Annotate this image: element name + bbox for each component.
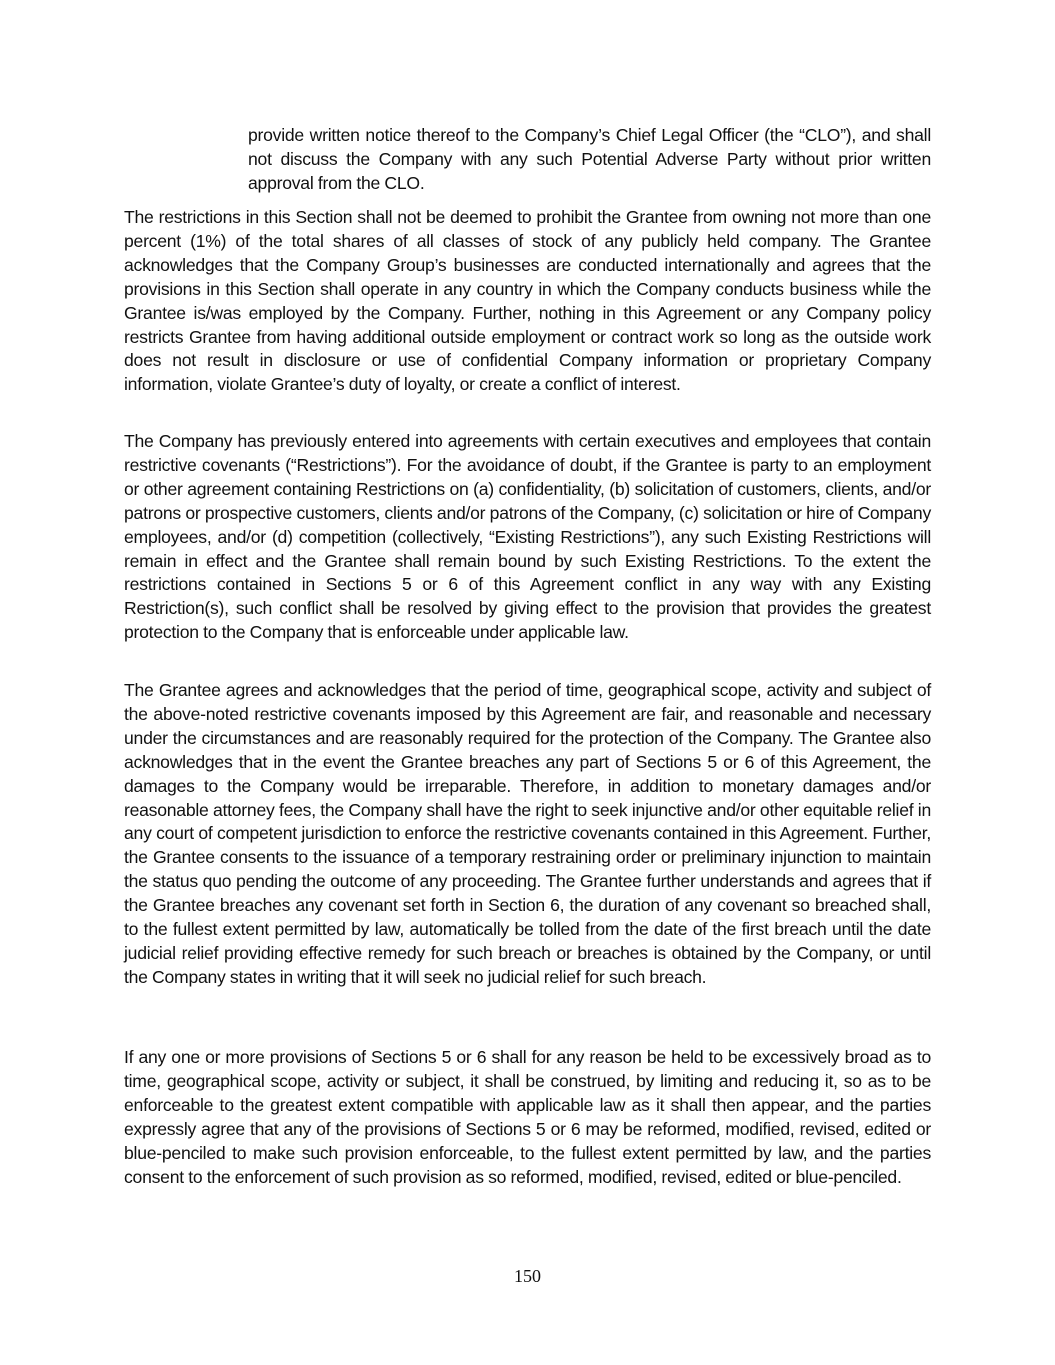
paragraph-reasonableness-and-remedies: The Grantee agrees and acknowledges that the period of time, geographical scope, activity and subject of the above-noted restrictive covenants imposed by this Agreement are fair, and reasonable and necessary under the circumstances and are reasonably required for the protection of the Company. The Grantee also acknowledges that in the event the Grantee breaches any part of Sections 5 or 6 of this Agreement, the damages to the Company would be irreparable. Therefore, in addition to monetary damages and/or reasonable attorney fees, the Company shall have the right to seek injunctive and/or other equitable relief in any court of competent jurisdiction to enforce the restrictive covenants contained in this Agreement. Further, the Grantee consents to the issuance of a temporary restraining order or preliminary injunction to maintain the status quo pending the outcome of any proceeding. The Grantee further understands and agrees that if the Grantee breaches any covenant set forth in Section 6, the duration of any covenant so breached shall, to the fullest extent permitted by law, automatically be tolled from the date of the first breach until the date judicial relief providing effective remedy for such breach or breaches is obtained by the Company, or until the Company states in writing that it will seek no judicial relief for such breach. bbox=[124, 680, 931, 987]
page-number: 150 bbox=[514, 1266, 541, 1286]
paragraph-severability-reformation: If any one or more provisions of Sections 5 or 6 shall for any reason be held to be excessively broad as to time, geographical scope, activity or subject, it shall be construed, by limiting and reducing it, so as to be enforceable to the greatest extent compatible with applicable law as it shall then appear, and the parties expressly agree that any of the provisions of Sections 5 or 6 may be reformed, modified, revised, edited or blue-penciled to make such provision enforceable, to the fullest extent permitted by law, and the parties consent to the enforcement of such provision as so reformed, modified, revised, edited or blue-penciled. bbox=[124, 1047, 931, 1187]
paragraph-clo-notice: provide written notice thereof to the Company’s Chief Legal Officer (the “CLO”), and shall not discuss the Company with any such Potential Adverse Party without prior written approval from the CLO. bbox=[248, 125, 931, 193]
paragraph-existing-restrictions: The Company has previously entered into agreements with certain executives and employees that contain restrictive covenants (“Restrictions”). For the avoidance of doubt, if the Grantee is party to an employment or other agreement containing Restrictions on (a) confidentiality, (b) solicitation of customers, clients, and/or patrons or prospective customers, clients and/or patrons of the Company, (c) solicitation or hire of Company employees, and/or (d) competition (collectively, “Existing Restrictions”), any such Existing Restrictions will remain in effect and the Grantee shall remain bound by such Existing Restrictions. To the extent the restrictions contained in Sections 5 or 6 of this Agreement conflict in any way with any Existing Restriction(s), such conflict shall be resolved by giving effect to the provision that provides the greatest protection to the Company that is enforceable under applicable law. bbox=[124, 431, 931, 643]
paragraph-stock-ownership-exception: The restrictions in this Section shall not be deemed to prohibit the Grantee from owning not more than one percent (1%) of the total shares of all classes of stock of any publicly held company. The Grantee acknowledges that the Company Group’s businesses are conducted internationally and agrees that the provisions in this Section shall operate in any country in which the Company conducts business while the Grantee is/was employed by the Company. Further, nothing in this Agreement or any Company policy restricts Grantee from having additional outside employment or contract work so long as the outside work does not result in disclosure or use of confidential Company information or proprietary Company information, violate Grantee’s duty of loyalty, or create a conflict of interest. bbox=[124, 207, 931, 395]
